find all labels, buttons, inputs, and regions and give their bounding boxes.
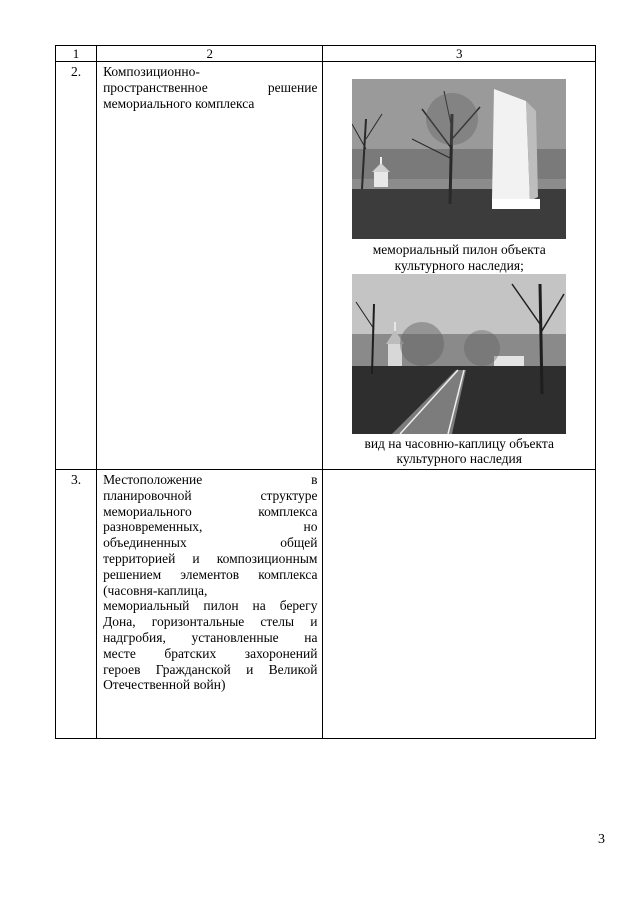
description-line: планировочной структуре	[103, 487, 318, 503]
description-line: героев Гражданской и Великой	[103, 661, 318, 677]
description-line: мемориальный пилон на берегу	[103, 598, 318, 614]
row-description	[97, 470, 323, 739]
document-table	[55, 45, 596, 739]
photo-caption-line: культурного наследия;	[394, 257, 524, 273]
table-row	[56, 470, 596, 739]
photo-cell	[323, 62, 596, 470]
description-line: Отечественной войн)	[103, 677, 226, 693]
memorial-pylon-photo	[352, 79, 566, 239]
description-line: пространственное решение	[103, 79, 318, 95]
description-line: объединенных общей	[103, 535, 318, 551]
page-number: 3	[598, 832, 605, 847]
description-line: мемориального комплекса	[103, 503, 318, 519]
description-line: территорией и композиционным	[103, 550, 318, 566]
header-cell-3: 3	[323, 46, 596, 62]
row-description	[97, 62, 323, 470]
row-number: 2.	[56, 62, 97, 470]
description-line: месте братских захоронений	[103, 645, 318, 661]
description-line: надгробия, установленные на	[103, 629, 318, 645]
description-line: Композиционно-	[103, 64, 200, 79]
description-line: Дона, горизонтальные стелы и	[103, 614, 318, 630]
row-number: 3.	[56, 470, 97, 739]
description-line: Местоположение в	[103, 472, 318, 487]
table-header-row	[56, 46, 596, 62]
empty-photo-cell	[323, 470, 596, 739]
description-line: (часовня-каплица,	[103, 582, 208, 598]
photo-caption-line: вид на часовню-каплицу объекта	[364, 435, 554, 451]
header-cell-1: 1	[56, 46, 97, 62]
description-line: мемориального комплекса	[103, 95, 255, 111]
chapel-view-photo	[352, 274, 566, 434]
photo-caption-line: культурного наследия	[396, 451, 522, 467]
description-line: решением элементов комплекса	[103, 566, 318, 582]
description-line: разновременных, но	[103, 519, 318, 535]
photo-caption-line: мемориальный пилон объекта	[372, 242, 546, 257]
header-cell-2: 2	[97, 46, 323, 62]
table-row	[56, 62, 596, 470]
